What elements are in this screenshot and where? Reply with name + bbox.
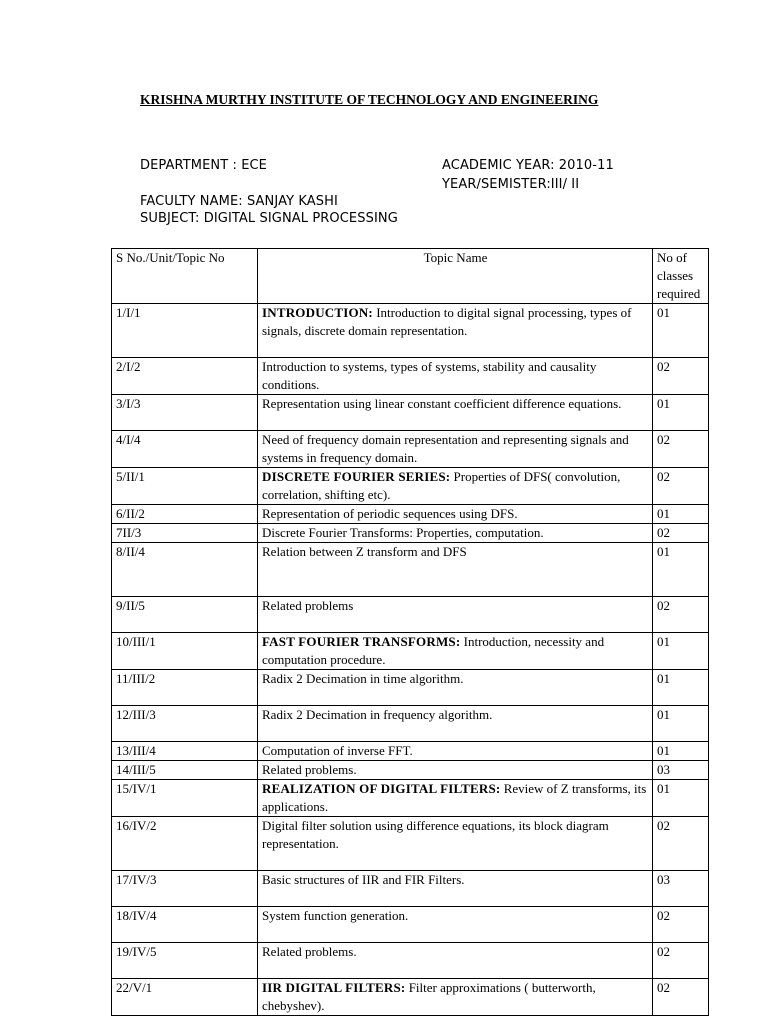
cell-classes: 01 [653, 633, 709, 670]
cell-sno: 12/III/3 [112, 706, 258, 742]
cell-sno: 2/I/2 [112, 358, 258, 395]
cell-sno: 17/IV/3 [112, 871, 258, 907]
topic-text: Related problems. [262, 944, 357, 959]
faculty-name-label: FACULTY NAME: SANJAY KASHI [140, 194, 338, 209]
table-row [112, 907, 709, 943]
cell-sno: 1/I/1 [112, 304, 258, 358]
cell-topic [258, 597, 653, 633]
topic-text: Computation of inverse FFT. [262, 743, 413, 758]
topic-unit-heading: INTRODUCTION: [262, 305, 373, 320]
cell-topic [258, 871, 653, 907]
table-row [112, 706, 709, 742]
cell-topic [258, 395, 653, 431]
cell-classes: 02 [653, 907, 709, 943]
table-row [112, 871, 709, 907]
cell-sno: 6/II/2 [112, 505, 258, 524]
topic-text: Need of frequency domain representation and representing signals and systems in frequency domain. [262, 432, 629, 465]
table-row [112, 761, 709, 780]
topic-text: Introduction to systems, types of systems, stability and causality conditions. [262, 359, 597, 392]
cell-sno: 13/III/4 [112, 742, 258, 761]
cell-classes: 01 [653, 780, 709, 817]
table-row [112, 670, 709, 706]
cell-topic [258, 543, 653, 597]
cell-topic [258, 633, 653, 670]
cell-classes: 03 [653, 761, 709, 780]
table-row [112, 817, 709, 871]
topic-unit-heading: FAST FOURIER TRANSFORMS: [262, 634, 461, 649]
topic-text: Basic structures of IIR and FIR Filters. [262, 872, 465, 887]
column-header-sno: S No./Unit/Topic No [112, 249, 258, 304]
cell-classes: 01 [653, 706, 709, 742]
topic-text: Review of Z transforms, its applications. [262, 781, 647, 814]
cell-sno: 22/V/1 [112, 979, 258, 1016]
cell-classes: 01 [653, 395, 709, 431]
cell-sno: 15/IV/1 [112, 780, 258, 817]
academic-year-label: ACADEMIC YEAR: 2010-11 [442, 158, 614, 173]
cell-topic [258, 706, 653, 742]
cell-classes: 01 [653, 543, 709, 597]
table-row [112, 468, 709, 505]
cell-classes: 03 [653, 871, 709, 907]
cell-topic [258, 304, 653, 358]
cell-classes: 02 [653, 524, 709, 543]
topic-text: Representation using linear constant coefficient difference equations. [262, 396, 622, 411]
subject-label: SUBJECT: DIGITAL SIGNAL PROCESSING [140, 211, 398, 226]
topic-text: Related problems [262, 598, 354, 613]
column-header-topic: Topic Name [258, 249, 653, 304]
table-row [112, 780, 709, 817]
cell-sno: 9/II/5 [112, 597, 258, 633]
cell-classes: 02 [653, 943, 709, 979]
topic-text: Introduction to digital signal processing, types of signals, discrete domain representation. [262, 305, 632, 338]
cell-topic [258, 907, 653, 943]
topic-text: Digital filter solution using difference equations, its block diagram representation. [262, 818, 609, 851]
table-row [112, 633, 709, 670]
column-header-classes: No of classes required [653, 249, 709, 304]
cell-sno: 14/III/5 [112, 761, 258, 780]
topic-text: Properties of DFS( convolution, correlation, shifting etc). [262, 469, 621, 502]
cell-sno: 8/II/4 [112, 543, 258, 597]
topic-text: Related problems. [262, 762, 357, 777]
cell-sno: 4/I/4 [112, 431, 258, 468]
cell-classes: 02 [653, 431, 709, 468]
topic-text: Radix 2 Decimation in time algorithm. [262, 671, 464, 686]
cell-classes: 02 [653, 817, 709, 871]
cell-classes: 01 [653, 505, 709, 524]
cell-topic [258, 742, 653, 761]
cell-sno: 3/I/3 [112, 395, 258, 431]
table-row [112, 979, 709, 1016]
topic-text: Radix 2 Decimation in frequency algorithm. [262, 707, 493, 722]
cell-sno: 10/III/1 [112, 633, 258, 670]
cell-sno: 11/III/2 [112, 670, 258, 706]
table-row [112, 358, 709, 395]
cell-topic [258, 979, 653, 1016]
cell-topic [258, 505, 653, 524]
cell-classes: 01 [653, 304, 709, 358]
cell-sno: 7II/3 [112, 524, 258, 543]
cell-topic [258, 780, 653, 817]
cell-topic [258, 761, 653, 780]
table-row [112, 431, 709, 468]
table-row [112, 524, 709, 543]
cell-classes: 01 [653, 742, 709, 761]
cell-sno: 5/II/1 [112, 468, 258, 505]
cell-classes: 02 [653, 597, 709, 633]
table-row [112, 505, 709, 524]
table-header-row [112, 249, 709, 304]
cell-classes: 02 [653, 468, 709, 505]
cell-classes: 01 [653, 670, 709, 706]
topic-unit-heading: DISCRETE FOURIER SERIES: [262, 469, 451, 484]
topic-text: Introduction, necessity and computation procedure. [262, 634, 605, 667]
institute-title: KRISHNA MURTHY INSTITUTE OF TECHNOLOGY AND ENGINEERING [140, 92, 599, 107]
table-row [112, 742, 709, 761]
cell-topic [258, 670, 653, 706]
cell-topic [258, 358, 653, 395]
table-row [112, 943, 709, 979]
topic-text: Relation between Z transform and DFS [262, 544, 467, 559]
topic-text: Discrete Fourier Transforms: Properties, computation. [262, 525, 544, 540]
table-row [112, 395, 709, 431]
cell-sno: 19/IV/5 [112, 943, 258, 979]
cell-classes: 02 [653, 358, 709, 395]
cell-topic [258, 524, 653, 543]
topic-text: Representation of periodic sequences using DFS. [262, 506, 518, 521]
topic-unit-heading: REALIZATION OF DIGITAL FILTERS: [262, 781, 501, 796]
table-row [112, 543, 709, 597]
topic-text: System function generation. [262, 908, 409, 923]
table-row [112, 304, 709, 358]
lesson-plan-table [111, 248, 709, 1016]
department-label: DEPARTMENT : ECE [140, 158, 267, 173]
cell-sno: 18/IV/4 [112, 907, 258, 943]
cell-topic [258, 431, 653, 468]
cell-topic [258, 943, 653, 979]
year-semester-label: YEAR/SEMISTER:III/ II [442, 177, 580, 192]
topic-text: Filter approximations ( butterworth, chebyshev). [262, 980, 596, 1013]
cell-topic [258, 468, 653, 505]
cell-sno: 16/IV/2 [112, 817, 258, 871]
cell-classes: 02 [653, 979, 709, 1016]
topic-unit-heading: IIR DIGITAL FILTERS: [262, 980, 406, 995]
table-row [112, 597, 709, 633]
cell-topic [258, 817, 653, 871]
